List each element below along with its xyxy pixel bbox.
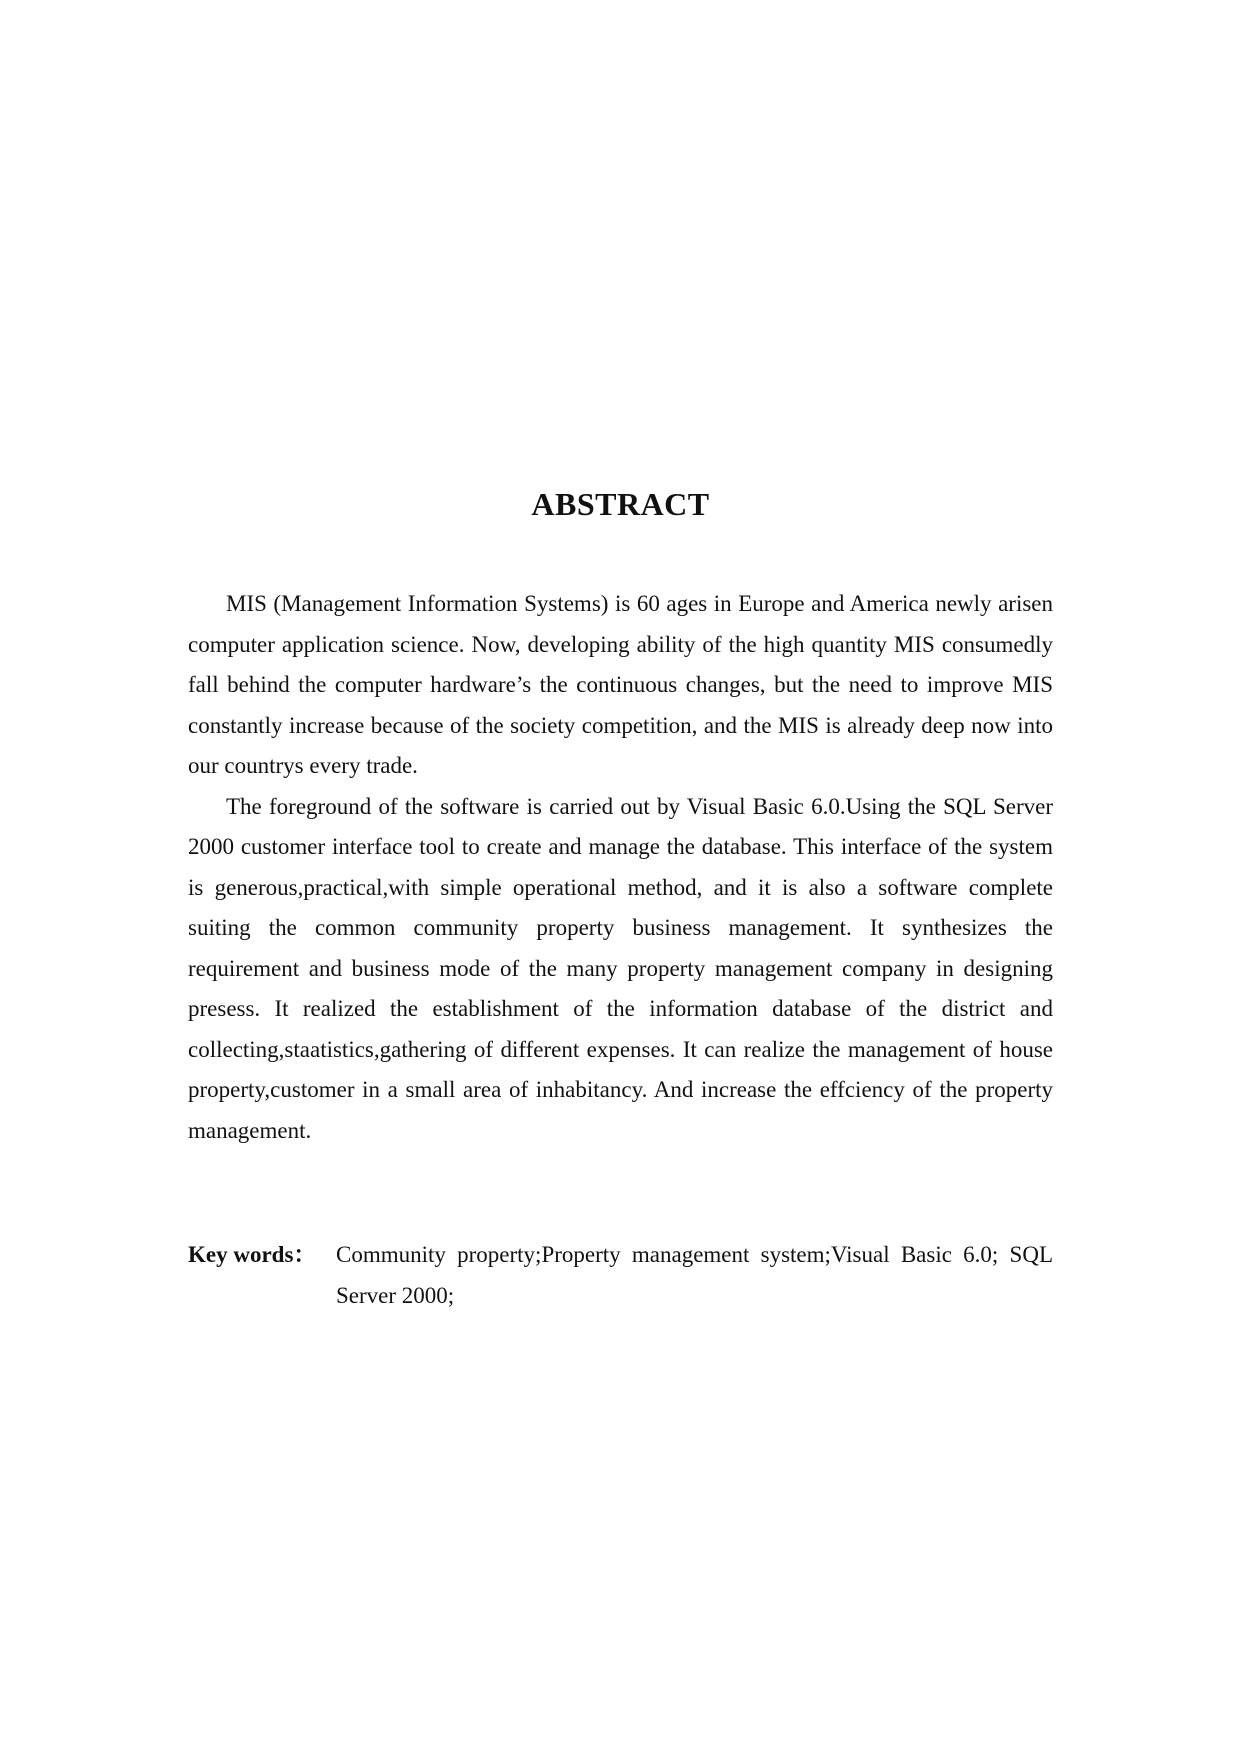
abstract-paragraph: MIS (Management Information Systems) is 60 ages in Europe and America newly arisen computer application science. Now, developing ability of the high quantity MIS consumedly fall behind the computer hardware’s the continuous changes, but the need to improve MIS constantly increase because of the society competition, and the MIS is already deep now into our countrys every trade. (188, 591, 1053, 778)
keywords-value: Community property;Property management system;Visual Basic 6.0; SQL Server 2000; (336, 1242, 1053, 1308)
abstract-body (188, 584, 1053, 1151)
keywords-section (188, 1235, 1053, 1316)
abstract-paragraph: The foreground of the software is carried out by Visual Basic 6.0.Using the SQL Server 2000 customer interface tool to create and manage the database. This interface of the system is generous,practical,with simple operational method, and it is also a software complete suiting the common community property business management. It synthesizes the requirement and business mode of the many property management company in designing presess. It realized the establishment of the information database of the district and collecting,staatistics,gathering of different expenses. It can realize the management of house property,customer in a small area of inhabitancy. And increase the effciency of the property management. (188, 793, 1053, 1143)
keywords-label: Key words： (188, 1242, 317, 1267)
abstract-title: ABSTRACT (531, 486, 710, 522)
